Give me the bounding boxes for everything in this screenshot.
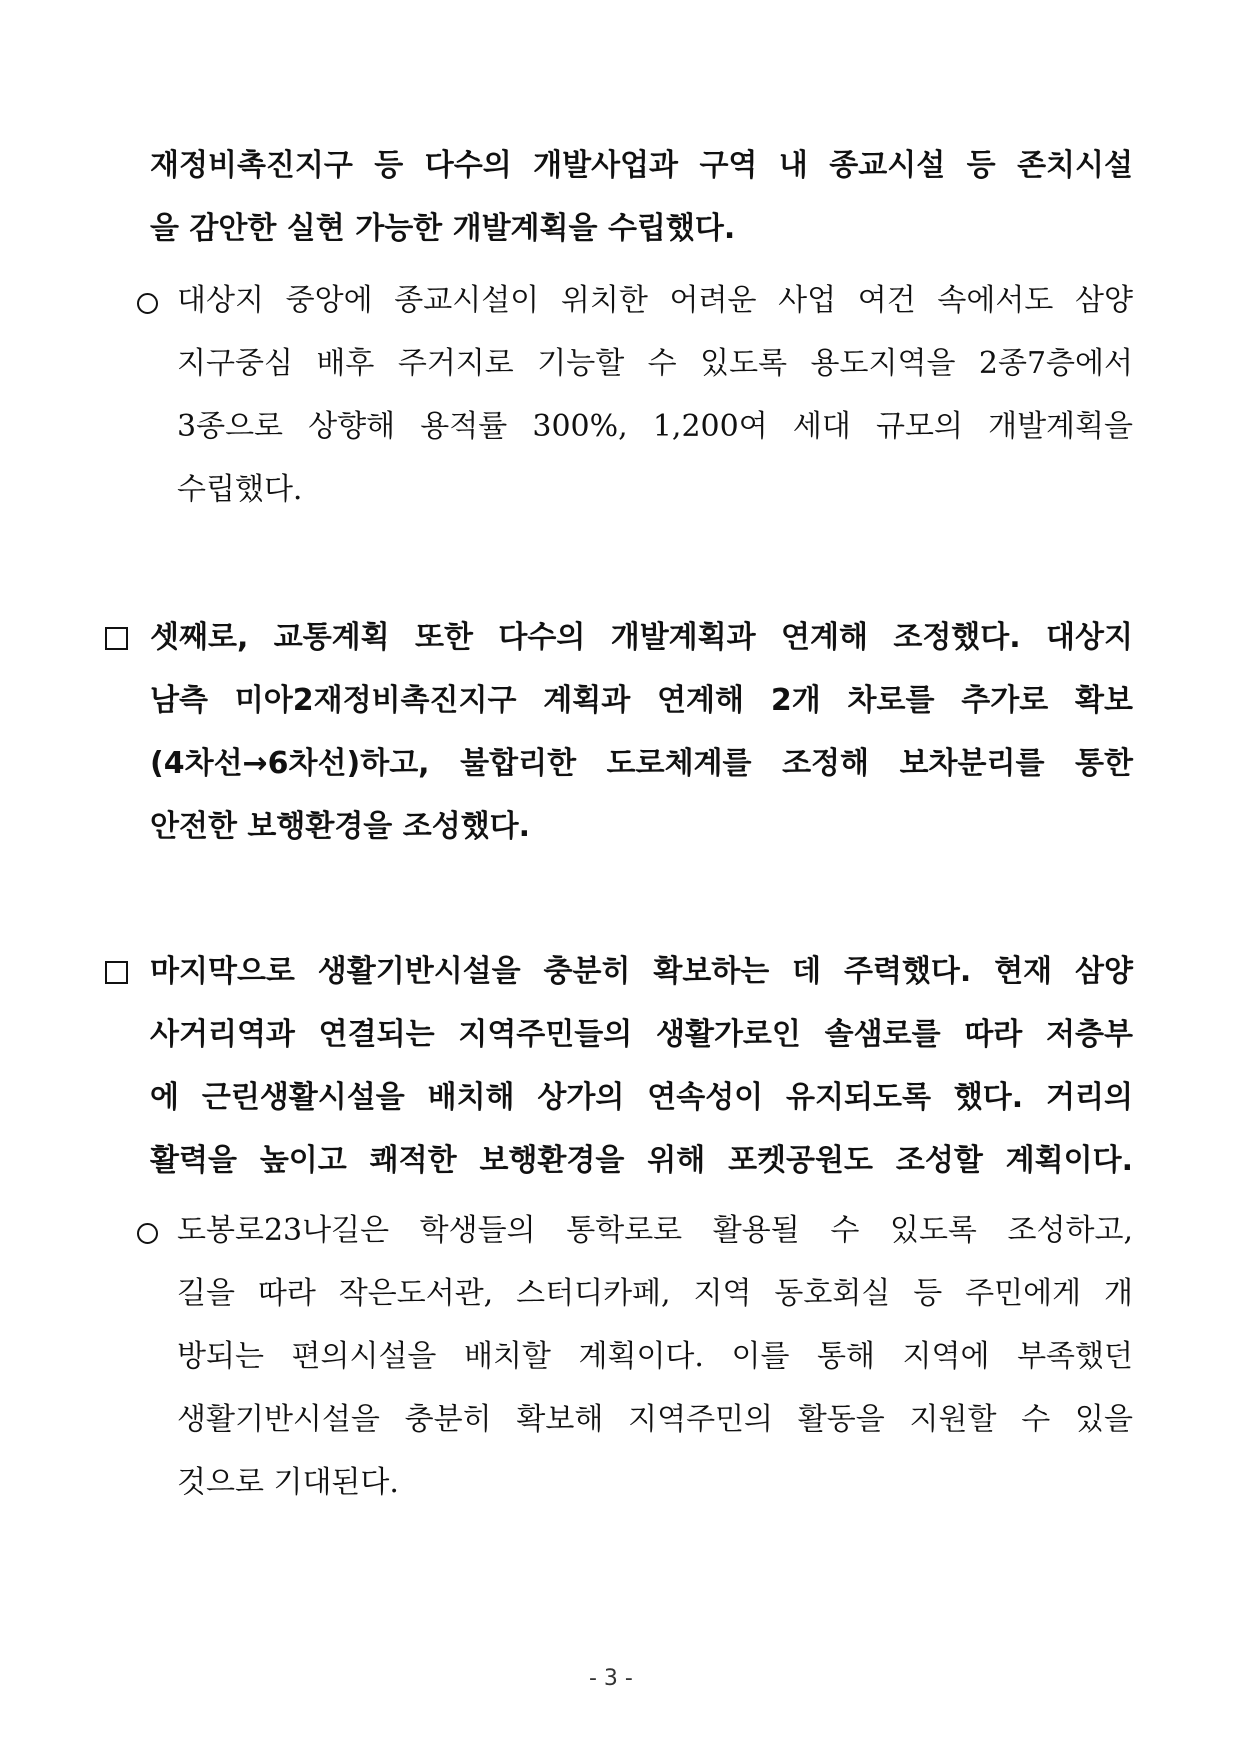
text-line: 재정비촉진지구 등 다수의 개발사업과 구역 내 종교시설 등 존치시설 — [150, 148, 1133, 183]
text-line: 방되는 편의시설을 배치할 계획이다. 이를 통해 지역에 부족했던 — [177, 1339, 1133, 1374]
text-line: 에 근린생활시설을 배치해 상가의 연속성이 유지되도록 했다. 거리의 — [150, 1080, 1133, 1115]
text-line: 지구중심 배후 주거지로 기능할 수 있도록 용도지역을 2종7층에서 — [177, 346, 1133, 381]
circle-bullet-icon — [137, 293, 158, 314]
square-bullet-icon — [105, 961, 128, 984]
text-line: 활력을 높이고 쾌적한 보행환경을 위해 포켓공원도 조성할 계획이다. — [150, 1143, 1133, 1178]
text-line: 도봉로23나길은 학생들의 통학로로 활용될 수 있도록 조성하고, — [177, 1213, 1133, 1248]
circle-bullet-icon — [137, 1223, 158, 1244]
text-line: 길을 따라 작은도서관, 스터디카페, 지역 동호회실 등 주민에게 개 — [177, 1276, 1133, 1311]
text-line: 셋째로, 교통계획 또한 다수의 개발계획과 연계해 조정했다. 대상지 — [150, 620, 1133, 655]
text-line: 남측 미아2재정비촉진지구 계획과 연계해 2개 차로를 추가로 확보 — [150, 683, 1133, 718]
text-line: 3종으로 상향해 용적률 300%, 1,200여 세대 규모의 개발계획을 — [177, 409, 1133, 444]
text-line: (4차선→6차선)하고, 불합리한 도로체계를 조정해 보차분리를 통한 — [150, 746, 1133, 781]
text-line: 대상지 중앙에 종교시설이 위치한 어려운 사업 여건 속에서도 삼양 — [177, 283, 1133, 318]
square-bullet-icon — [105, 627, 128, 650]
text-line: 수립했다. — [177, 472, 303, 507]
text-line: 을 감안한 실현 가능한 개발계획을 수립했다. — [150, 211, 736, 246]
text-line: 마지막으로 생활기반시설을 충분히 확보하는 데 주력했다. 현재 삼양 — [150, 954, 1133, 989]
text-line: 것으로 기대된다. — [177, 1465, 399, 1500]
text-line: 안전한 보행환경을 조성했다. — [150, 809, 531, 844]
text-line: 생활기반시설을 충분히 확보해 지역주민의 활동을 지원할 수 있을 — [177, 1402, 1133, 1437]
page-number: - 3 - — [589, 1666, 633, 1691]
text-line: 사거리역과 연결되는 지역주민들의 생활가로인 솔샘로를 따라 저층부 — [150, 1017, 1133, 1052]
